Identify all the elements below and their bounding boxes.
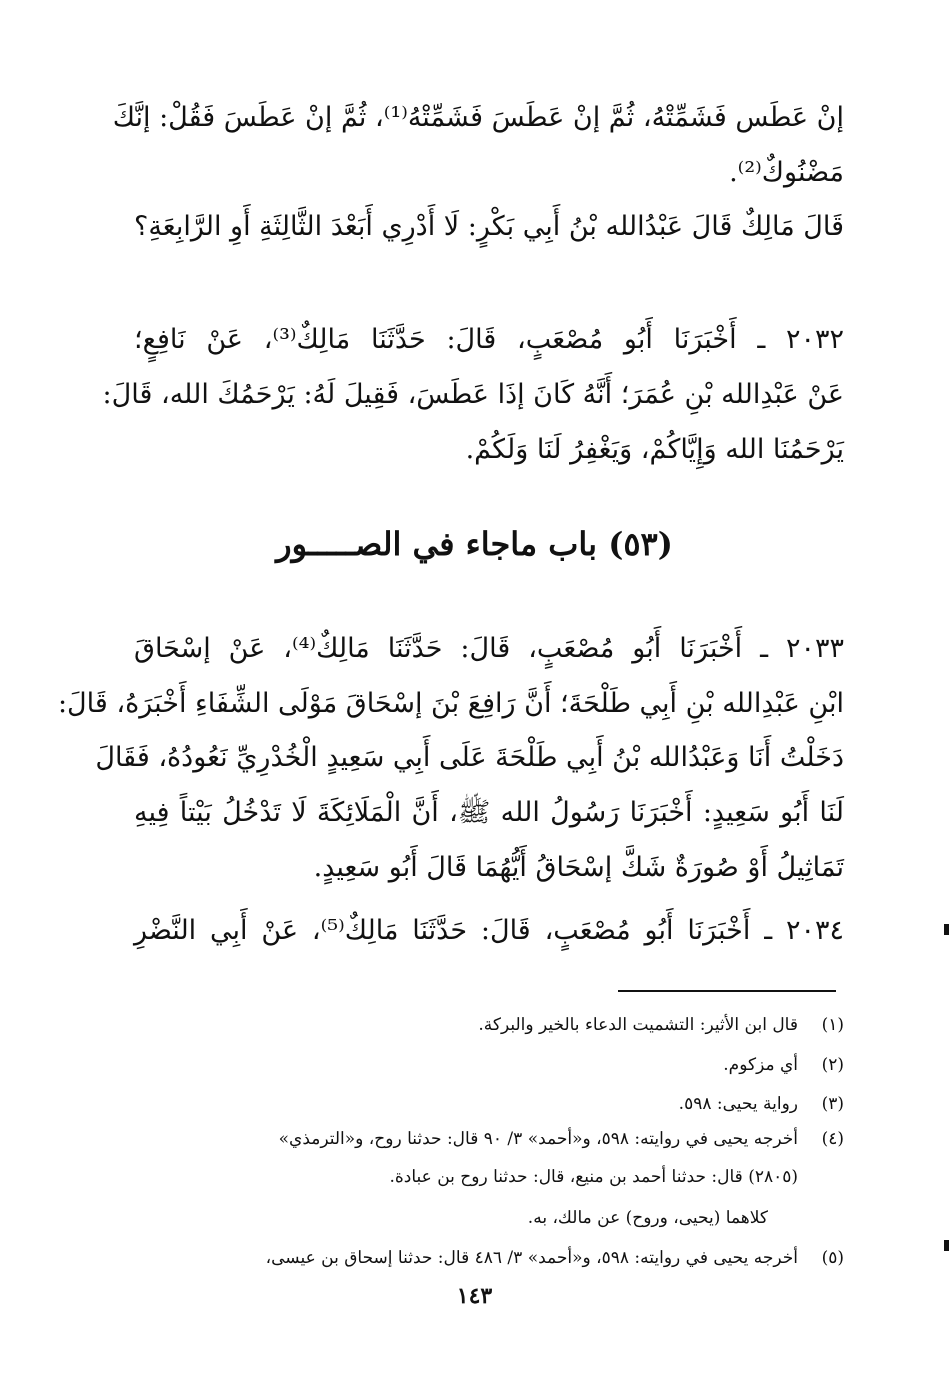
footnote-separator [618,990,836,992]
footnote-number: (٣) [821,1094,844,1114]
footnote [109,1012,844,1038]
footnote-text: أخرجه يحيى في روايته: ٥٩٨، و«أحمد» ٣/ ٤٨٦ قال: حدثنا إسحاق بن عيسى، [265,1248,798,1268]
text-line: تَمَاثِيلُ أَوْ صُورَةٌ شَكَّ إسْحَاقُ أَيُّهُمَا قَالَ أَبُو سَعِيدٍ. [313,852,844,883]
text-line: ٢٠٣٣ ـ أَخْبَرَنَا أَبُو مُصْعَبٍ، قَالَ: حَدَّثَنَا مَالِكٌ⁽⁴⁾، عَنْ إسْحَاقَ [134,633,844,664]
footnote-text: أخرجه يحيى في روايته: ٥٩٨، و«أحمد» ٣/ ٩٠ قال: حدثنا روح، و«الترمذي» [278,1129,798,1149]
footnote-text: (٢٨٠٥) قال: حدثنا أحمد بن منيع، قال: حدثنا روح بن عبادة. [389,1167,798,1187]
footnote [109,1126,844,1152]
text-line: قَالَ مَالِكٌ قَالَ عَبْدُالله بْنُ أَبِي بَكْرٍ: لَا أَدْرِي أَبَعْدَ الثَّالِثَةِ أَوِ الرَّابِعَةِ؟ [133,211,844,242]
footnote-continuation [109,1205,798,1231]
text-line: دَخَلْتُ أَنَا وَعَبْدُالله بْنُ أَبِي طَلْحَةَ عَلَى أَبِي سَعِيدٍ الْخُدْرِيِّ نَعُودُهُ، فَقَالَ [95,742,844,773]
footnote-number: (١) [821,1015,844,1035]
text-line: مَضْنُوكٌ⁽²⁾. [729,157,844,188]
text-line: إنْ عَطَس فَشَمِّتْهُ، ثُمَّ إنْ عَطَسَ فَشَمِّتْهُ⁽¹⁾، ثُمَّ إنْ عَطَسَ فَقُلْ: إنَّكَ [112,102,844,133]
footnote-text: كلاهما (يحيى، وروح) عن مالك، به. [527,1208,768,1228]
footnote [109,1245,844,1271]
footnote-continuation [109,1164,798,1190]
text-line: ٢٠٣٢ ـ أَخْبَرَنَا أَبُو مُصْعَبٍ، قَالَ: حَدَّثَنَا مَالِكٌ⁽³⁾، عَنْ نَافِعٍ؛ [134,324,844,355]
page-number: ١٤٣ [456,1283,493,1309]
footnote-text: أي مزكوم. [723,1055,798,1075]
footnote-number: (٤) [821,1129,844,1149]
footnote [109,1052,844,1078]
text-line: عَنْ عَبْدِالله بْنِ عُمَرَ؛ أَنَّهُ كَانَ إذَا عَطَسَ، فَقِيلَ لَهُ: يَرْحَمُكَ الله، قَالَ: [102,379,844,410]
text-line: يَرْحَمُنَا الله وَإِيَّاكُمْ، وَيَغْفِرُ لَنَا وَلَكُمْ. [465,434,844,465]
footnote [109,1091,844,1117]
footnote-text: قال ابن الأثير: التشميت الدعاء بالخير والبركة. [478,1015,798,1035]
footnote-text: رواية يحيى: ٥٩٨. [678,1094,798,1114]
text-line: ٢٠٣٤ ـ أَخْبَرَنَا أَبُو مُصْعَبٍ، قَالَ: حَدَّثَنَا مَالِكٌ⁽⁵⁾، عَنْ أَبِي النَّضْرِ [134,915,844,946]
text-line: لَنَا أَبُو سَعِيدٍ: أَخْبَرَنَا رَسُولُ الله ﷺ، أَنَّ الْمَلَائِكَةَ لَا تَدْخُلُ بَيْتاً فِيهِ [134,797,844,828]
scan-mark [944,1240,949,1251]
text-line: ابْنِ عَبْدِالله بْنِ أَبِي طَلْحَةَ؛ أَنَّ رَافِعَ بْنَ إسْحَاقَ مَوْلَى الشِّفَاءِ أَخْبَرَهُ، قَالَ: [57,688,844,719]
footnote-number: (٥) [821,1248,844,1268]
chapter-heading: (٥٣) باب ماجاء في الصـــــور [276,525,673,563]
footnote-number: (٢) [821,1055,844,1075]
scan-mark [944,924,949,935]
